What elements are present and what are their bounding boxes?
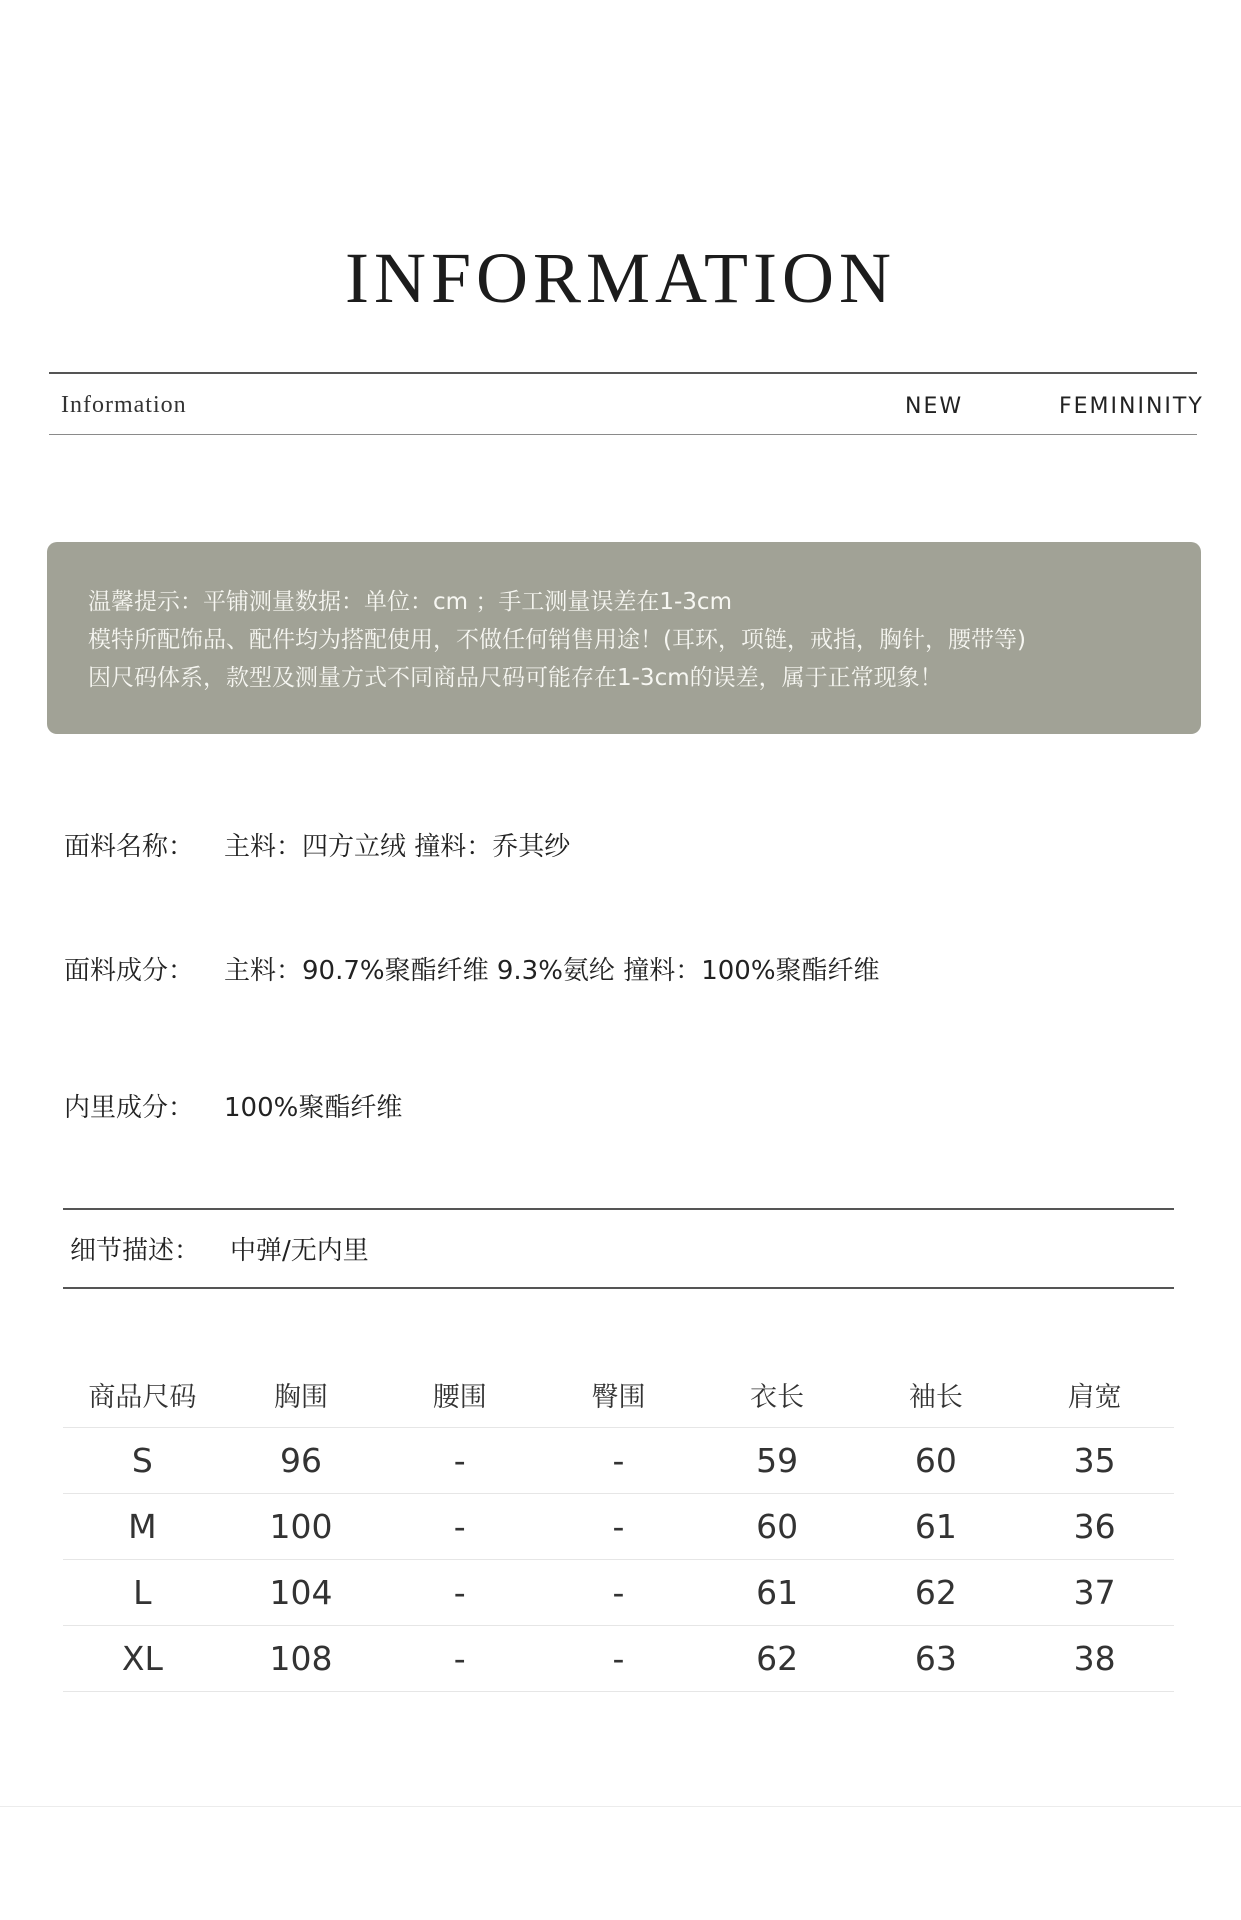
notice-box xyxy=(47,542,1201,734)
notice-line: 温馨提示：平铺测量数据：单位：cm ；手工测量误差在1-3cm xyxy=(88,589,732,615)
table-cell: M xyxy=(63,1494,222,1560)
table-cell: 61 xyxy=(857,1494,1016,1560)
table-cell: 35 xyxy=(1015,1428,1174,1494)
table-row xyxy=(63,1626,1174,1692)
column-header: 袖长 xyxy=(857,1361,1016,1428)
table-cell: - xyxy=(380,1560,539,1626)
table-cell: 108 xyxy=(222,1626,381,1692)
table-cell: 62 xyxy=(698,1626,857,1692)
fabric-name-value: 主料：四方立绒 撞料：乔其纱 xyxy=(224,832,571,862)
lining-label: 内里成分： xyxy=(64,1093,195,1123)
detail-top-divider xyxy=(63,1208,1174,1210)
size-table-header xyxy=(63,1361,1174,1428)
detail-label: 细节描述： xyxy=(70,1236,201,1266)
column-header: 肩宽 xyxy=(1015,1361,1174,1428)
column-header: 商品尺码 xyxy=(63,1361,222,1428)
table-cell: - xyxy=(380,1494,539,1560)
detail-row xyxy=(70,1230,369,1267)
header-top-divider xyxy=(49,372,1197,374)
table-cell: 96 xyxy=(222,1428,381,1494)
table-cell: 38 xyxy=(1015,1626,1174,1692)
table-cell: XL xyxy=(63,1626,222,1692)
table-row xyxy=(63,1428,1174,1494)
column-header: 臀围 xyxy=(539,1361,698,1428)
information-label: Information xyxy=(61,392,187,418)
notice-line: 因尺码体系，款型及测量方式不同商品尺码可能存在1-3cm的误差，属于正常现象！ xyxy=(88,665,943,691)
column-header: 衣长 xyxy=(698,1361,857,1428)
column-header: 腰围 xyxy=(380,1361,539,1428)
fabric-name-row xyxy=(64,826,570,863)
table-row xyxy=(63,1560,1174,1626)
header-bottom-divider xyxy=(49,434,1197,435)
detail-bottom-divider xyxy=(63,1287,1174,1289)
page-title: INFORMATION xyxy=(344,238,897,318)
table-cell: - xyxy=(539,1494,698,1560)
size-table xyxy=(63,1361,1174,1692)
footer-divider xyxy=(0,1806,1241,1807)
table-cell: - xyxy=(539,1428,698,1494)
table-cell: 60 xyxy=(857,1428,1016,1494)
detail-value: 中弹/无内里 xyxy=(230,1236,369,1266)
table-cell: - xyxy=(380,1626,539,1692)
table-cell: 59 xyxy=(698,1428,857,1494)
table-cell: 61 xyxy=(698,1560,857,1626)
table-cell: - xyxy=(539,1560,698,1626)
fabric-composition-label: 面料成分： xyxy=(64,956,195,986)
lining-value: 100%聚酯纤维 xyxy=(224,1093,403,1123)
table-cell: 60 xyxy=(698,1494,857,1560)
fabric-name-label: 面料名称： xyxy=(64,832,195,862)
fabric-composition-row xyxy=(64,950,880,987)
table-cell: 62 xyxy=(857,1560,1016,1626)
table-cell: 36 xyxy=(1015,1494,1174,1560)
table-row xyxy=(63,1494,1174,1560)
lining-row xyxy=(64,1087,402,1124)
fabric-composition-value: 主料：90.7%聚酯纤维 9.3%氨纶 撞料：100%聚酯纤维 xyxy=(224,956,880,986)
table-cell: 100 xyxy=(222,1494,381,1560)
table-cell: 37 xyxy=(1015,1560,1174,1626)
table-cell: 104 xyxy=(222,1560,381,1626)
table-cell: L xyxy=(63,1560,222,1626)
column-header: 胸围 xyxy=(222,1361,381,1428)
table-cell: S xyxy=(63,1428,222,1494)
table-cell: 63 xyxy=(857,1626,1016,1692)
femininity-label: FEMININITY xyxy=(1059,394,1204,419)
notice-line: 模特所配饰品、配件均为搭配使用，不做任何销售用途！(耳环，项链，戒指，胸针，腰带等) xyxy=(88,627,1026,653)
table-cell: - xyxy=(380,1428,539,1494)
new-label: NEW xyxy=(905,394,964,419)
table-cell: - xyxy=(539,1626,698,1692)
